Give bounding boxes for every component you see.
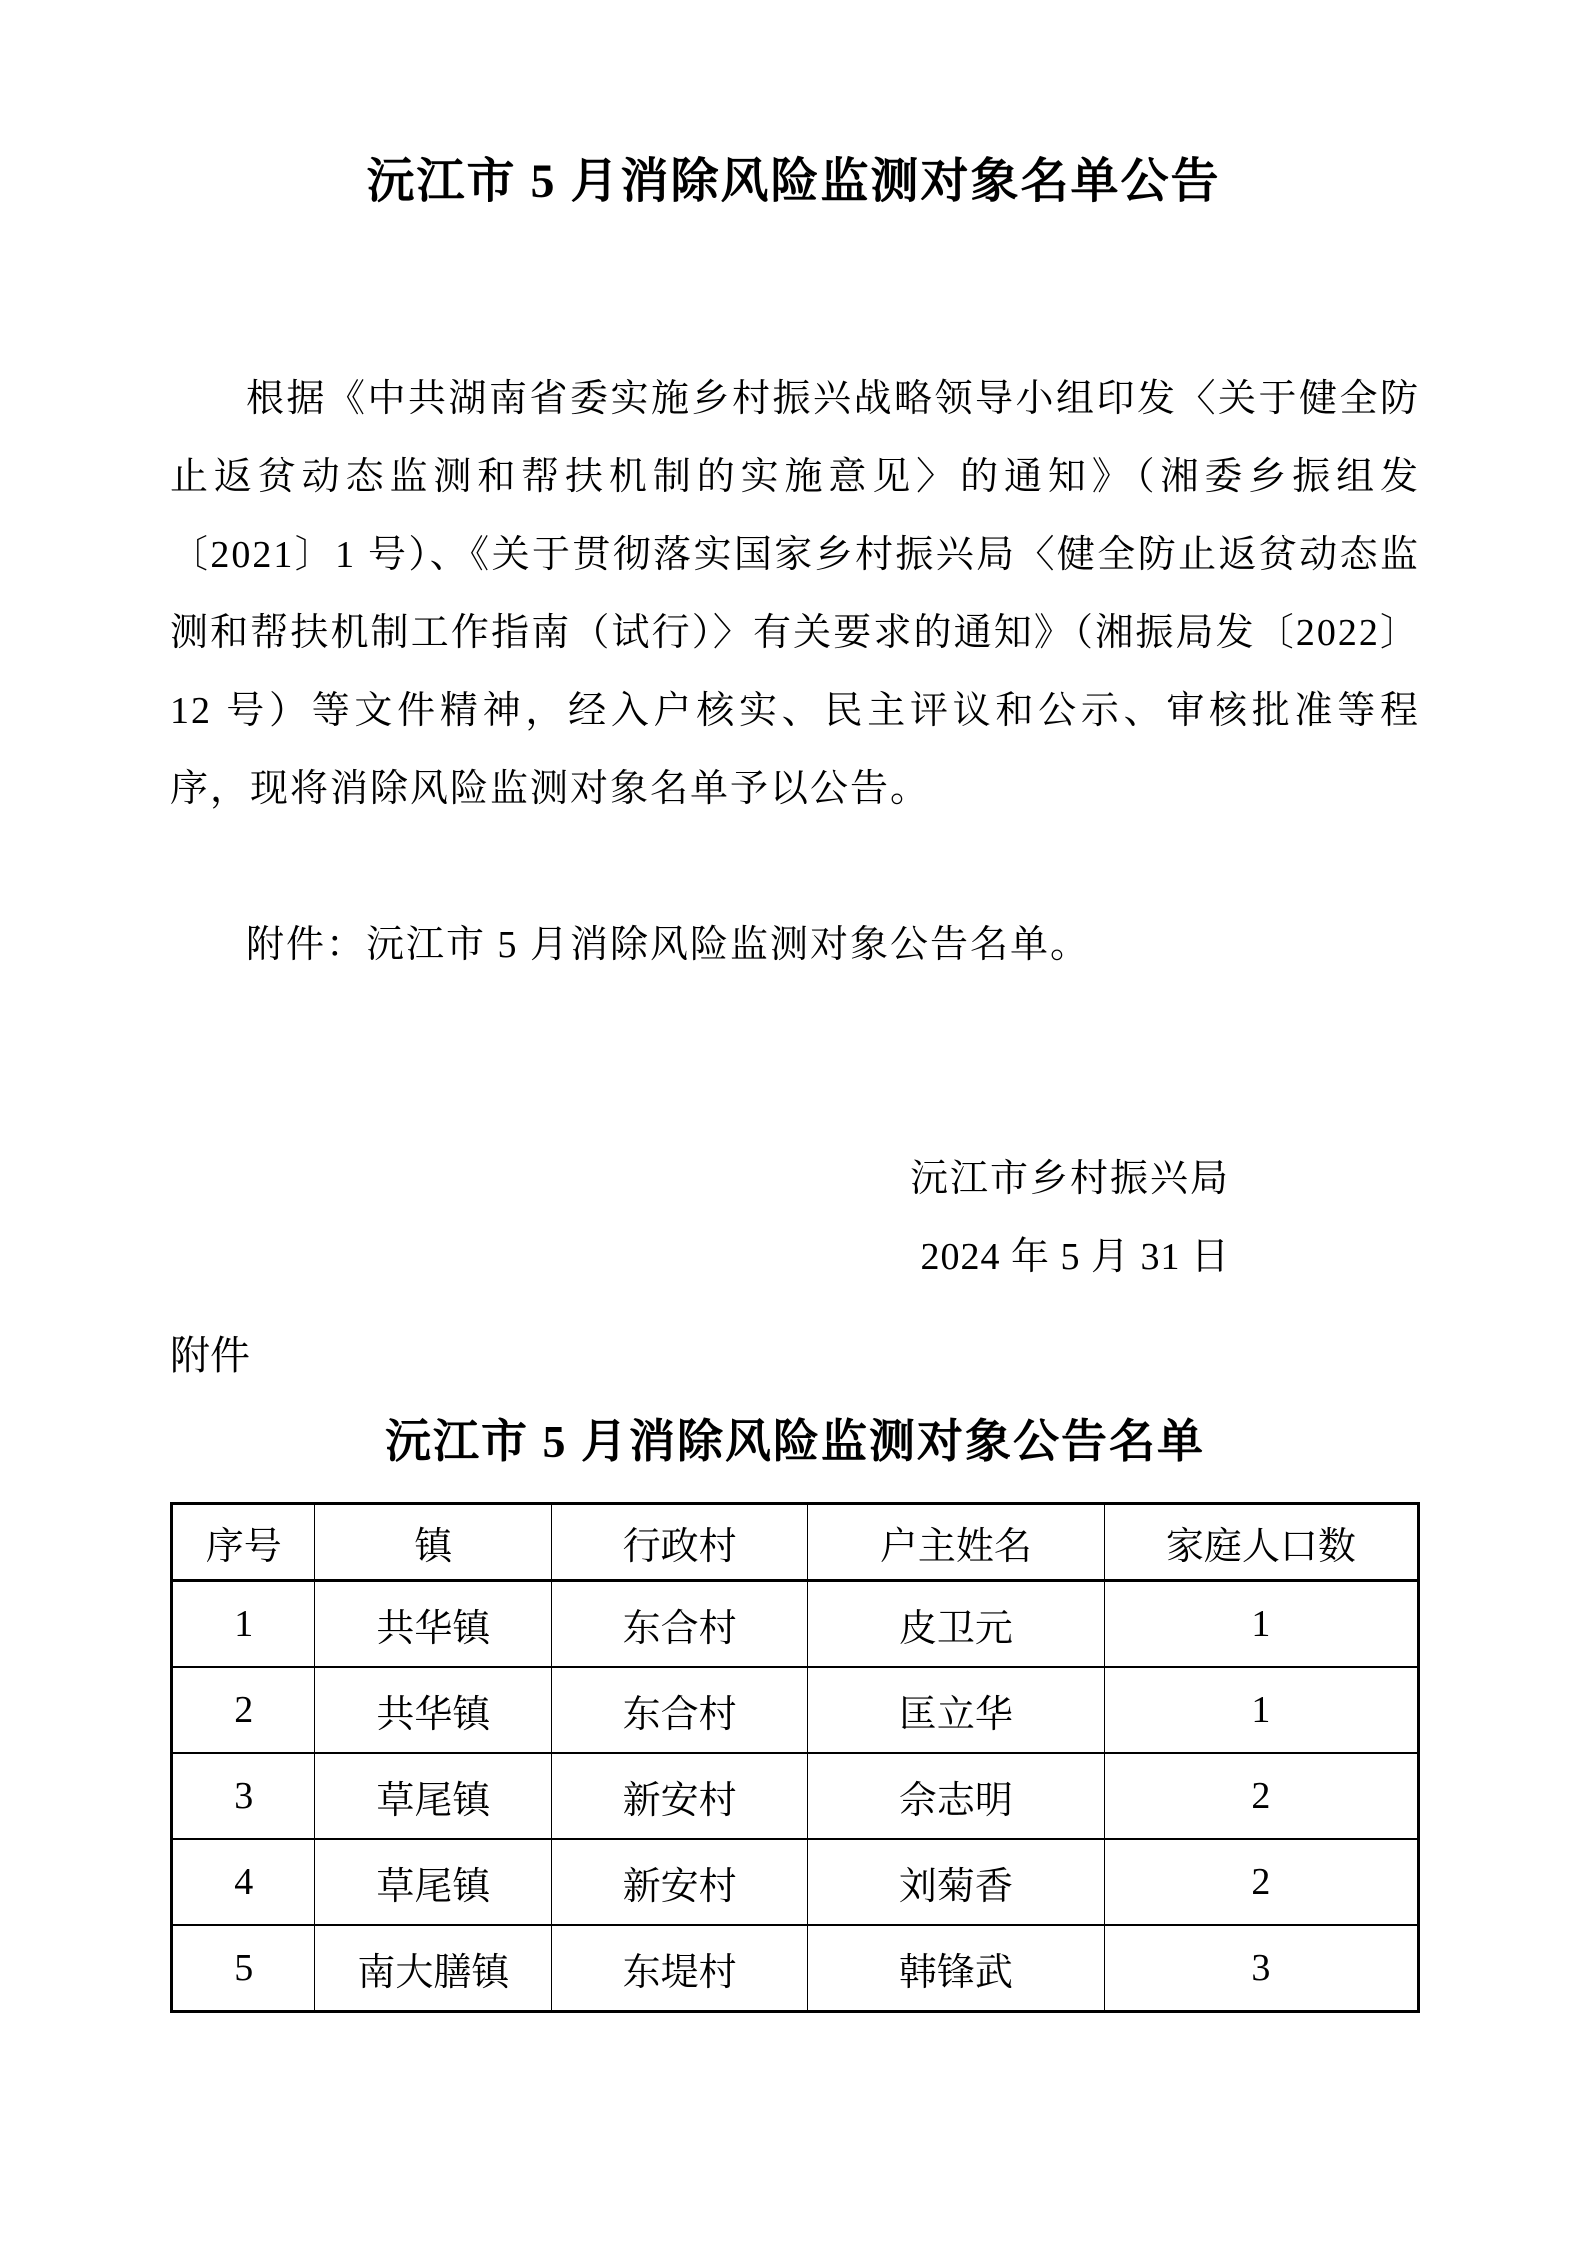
cell-family-size: 1 bbox=[1104, 1667, 1418, 1753]
cell-index: 4 bbox=[172, 1839, 315, 1925]
cell-town: 草尾镇 bbox=[315, 1753, 552, 1839]
cell-family-size: 1 bbox=[1104, 1581, 1418, 1668]
document-body bbox=[0, 360, 1587, 2013]
cell-index: 3 bbox=[172, 1753, 315, 1839]
cell-village: 新安村 bbox=[552, 1839, 808, 1925]
table-row bbox=[172, 1581, 1419, 1668]
col-header-family-size: 家庭人口数 bbox=[1104, 1504, 1418, 1581]
cell-town: 南大膳镇 bbox=[315, 1925, 552, 2012]
table-row bbox=[172, 1839, 1419, 1925]
signature-block bbox=[170, 1140, 1420, 1296]
cell-village: 东合村 bbox=[552, 1667, 808, 1753]
cell-householder: 皮卫元 bbox=[807, 1581, 1104, 1668]
col-header-village: 行政村 bbox=[552, 1504, 808, 1581]
cell-village: 新安村 bbox=[552, 1753, 808, 1839]
table-title: 沅江市 5 月消除风险监测对象公告名单 bbox=[385, 1416, 1205, 1467]
col-header-index: 序号 bbox=[172, 1504, 315, 1581]
cell-index: 1 bbox=[172, 1581, 315, 1668]
attachment-note: 附件：沅江市 5 月消除风险监测对象公告名单。 bbox=[246, 924, 1091, 966]
cell-index: 2 bbox=[172, 1667, 315, 1753]
issue-date: 2024 年 5 月 31 日 bbox=[920, 1236, 1230, 1278]
col-header-town: 镇 bbox=[315, 1504, 552, 1581]
cell-family-size: 2 bbox=[1104, 1839, 1418, 1925]
cell-householder: 佘志明 bbox=[807, 1753, 1104, 1839]
cell-village: 东堤村 bbox=[552, 1925, 808, 2012]
cell-householder: 刘菊香 bbox=[807, 1839, 1104, 1925]
page-title: 沅江市 5 月消除风险监测对象名单公告 bbox=[366, 155, 1221, 208]
table-row bbox=[172, 1753, 1419, 1839]
cell-town: 共华镇 bbox=[315, 1581, 552, 1668]
table-header-row bbox=[172, 1504, 1419, 1581]
attachment-label: 附件 bbox=[170, 1334, 250, 1378]
col-header-householder: 户主姓名 bbox=[807, 1504, 1104, 1581]
table-row bbox=[172, 1667, 1419, 1753]
cell-householder: 韩锋武 bbox=[807, 1925, 1104, 2012]
cell-village: 东合村 bbox=[552, 1581, 808, 1668]
cell-family-size: 2 bbox=[1104, 1753, 1418, 1839]
cell-family-size: 3 bbox=[1104, 1925, 1418, 2012]
cell-town: 草尾镇 bbox=[315, 1839, 552, 1925]
cell-index: 5 bbox=[172, 1925, 315, 2012]
body-paragraph: 根据《中共湖南省委实施乡村振兴战略领导小组印发〈关于健全防止返贫动态监测和帮扶机制的实施意见〉的通知》（湘委乡振组发〔2021〕1 号）、《关于贯彻落实国家乡村振兴局〈健全防止返贫动态监测和帮扶机制工作指南（试行）〉有关要求的通知》（湘振局发〔2022〕12 号）等文件精神，经入户核实、民主评议和公示、审核批准等程序，现将消除风险监测对象名单予以公告。 bbox=[170, 378, 1420, 810]
table-row bbox=[172, 1925, 1419, 2012]
issuer-signature: 沅江市乡村振兴局 bbox=[909, 1158, 1230, 1200]
cell-town: 共华镇 bbox=[315, 1667, 552, 1753]
announcement-table bbox=[170, 1502, 1420, 2013]
cell-householder: 匡立华 bbox=[807, 1667, 1104, 1753]
